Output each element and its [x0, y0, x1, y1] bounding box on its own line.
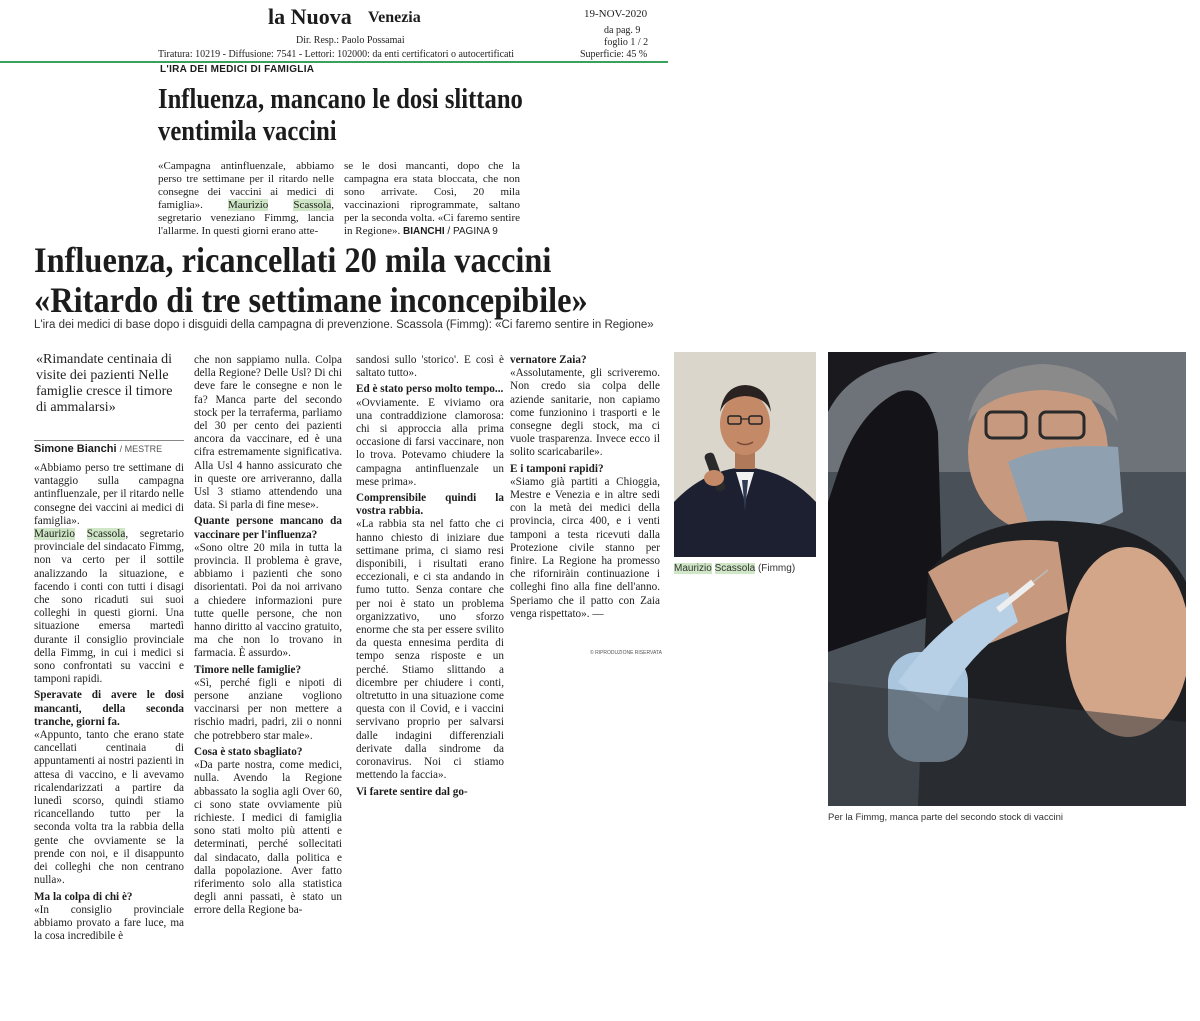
paragraph-text: , segretario provinciale del sindacato Fimmg, non va certo per il sottile analizzando la situazione, e facendo i conti con tutti i disagi che sono ricaduti sui suoi colleghi in questi giorni. Una situazione emersa martedì durante il consiglio provinciale della Fimmg, in cui i medici si sono confrontati su vaccini e tamponi rapidi. — [34, 528, 185, 686]
portrait-illustration — [674, 352, 816, 557]
question: Comprensibile quindi la vostra rabbia. — [356, 492, 504, 518]
question: Quante persone mancano da vaccinare per l'influenza? — [194, 515, 342, 541]
question: Vi farete sentire dal go- — [356, 785, 468, 798]
sheet-ref: foglio 1 / 2 — [604, 37, 649, 48]
teaser-kicker: L'IRA DEI MEDICI DI FAMIGLIA — [160, 64, 315, 75]
byline — [34, 440, 184, 455]
portrait-caption — [674, 563, 795, 574]
masthead-city: Venezia — [368, 9, 421, 26]
author-place: / MESTRE — [119, 444, 163, 454]
article-column-3 — [356, 354, 504, 799]
article-column-1 — [34, 462, 184, 943]
article-column-2 — [194, 354, 342, 918]
question: Ed è stato perso molto tempo... — [356, 383, 504, 396]
teaser-col2-text: se le dosi mancanti, dopo che la campagna era stata bloccata, che non sono arrivate. Così, 20 mila vaccinazioni riprogrammate, saltano per la seconda volta. «Ci faremo sentire in Regione». — [344, 160, 520, 237]
paragraph: «Ovviamente. E viviamo ora una contraddizione clamorosa: chi si approccia alla prima occasione di farsi vaccinare, non lo trova. Potevamo chiudere la campagna antinfluenzale un mese prima». — [356, 396, 504, 488]
caption-name-1: Maurizio — [674, 563, 712, 574]
director: Dir. Resp.: Paolo Possamai — [296, 35, 405, 46]
copyright-note: © RIPRODUZIONE RISERVATA — [590, 650, 662, 656]
author-name: Simone Bianchi — [34, 443, 117, 455]
teaser-col-1 — [158, 160, 334, 238]
headline-line-1: Influenza, ricancellati 20 mila vaccini — [34, 240, 552, 280]
question: vernatore Zaia? — [510, 354, 587, 366]
page-ref: da pag. 9 — [604, 25, 641, 36]
issue-date: 19-NOV-2020 — [584, 8, 648, 20]
headline-line-2: «Ritardo di tre settimane inconcepibile» — [34, 280, 588, 320]
question: Ma la colpa di chi è? — [34, 890, 133, 903]
paragraph: «Assolutamente, gli scriveremo. Non credo sia colpa delle aziende sanitarie, non capiamo come funzionino i trasporti e le consegne degli stock, ma ci vuole trasparenza. Invece ecco il solito scaricabarile». — [510, 367, 660, 459]
teaser-col1-pre: «Campagna antinfluenzale, abbiamo perso tre settimane per il ritardo nelle consegne dei vaccini ai medici di famiglia». — [158, 160, 334, 211]
caption-name-2: Scassola — [714, 563, 756, 574]
masthead: la Nuova — [268, 4, 352, 29]
portrait-photo — [674, 352, 816, 557]
teaser-col1-post: , segretario veneziano Fimmg, lancia l'allarme. In questi giorni erano atte- — [158, 199, 334, 237]
teaser-author: BIANCHI — [402, 226, 445, 237]
paragraph: «Siamo già partiti a Chioggia, Mestre e Venezia e in altre sedi con la metà dei medici della provincia, circa 400, e i venti tamponi a testa ricevuti dalla Protezione civile stanno per finire. La Regione ha promesso che riforniràin continuazione i colleghi fino alla fine dell'anno. Speriamo che il patto con Zaia venga rispettato». — — [510, 475, 660, 620]
article-column-4 — [510, 354, 660, 621]
paragraph: «La rabbia sta nel fatto che ci hanno chiesto di iniziare due settimane prima, ci siamo resi disponibili, i risultati erano eccezionali, e ci sta andando in fumo tutto. Senza contare che per noi è stato un problema organizzativo, uno sforzo enorme che sta per essere svilito da questa ennesima perdita di tempo senza risposte e un perché. Stiamo slittando a dicembre per chiudere i conti, oltretutto in una situazione come questa con il Covid, e i vaccini servivano proprio per salvarsi dalle indagini differenziali derivate dalla sindrome da coronavirus. Noi ci stiamo mettendo la faccia». — [356, 518, 504, 782]
pullquote: «Rimandate centinaia di visite dei pazienti Nelle famiglie cresce il timore di ammalarsi» — [36, 352, 173, 415]
teaser-name-1: Maurizio — [227, 199, 269, 211]
circulation: Tiratura: 10219 - Diffusione: 7541 - Lettori: 102000: da enti certificatori o autocertificati — [158, 49, 515, 60]
vaccination-caption: Per la Fimmg, manca parte del secondo stock di vaccini — [828, 812, 1063, 823]
paragraph: «Da parte nostra, come medici, nulla. Avendo la Regione abbassato la soglia agli Over 60, ci sono state ovviamente più richieste. I medici di famiglia sono stati molto più attenti e determinati, perché sollecitati dal sindacato, dalla politica e dalla popolazione. Aver fatto riferimento solo alla statistica degli anni passati, è stato un errore della Regione ba- — [194, 759, 342, 917]
paragraph: sandosi sullo 'storico'. E così è saltato tutto». — [356, 354, 504, 380]
header-rule — [0, 61, 668, 63]
paragraph: «Sì, perché figli e nipoti di persone anziane vogliono vaccinarsi per non mettere a rischio madri, padri, zii o nonni che potrebbero star male». — [194, 676, 342, 742]
caption-org: (Fimmg) — [757, 563, 796, 574]
teaser-name-2: Scassola — [293, 199, 332, 211]
vaccination-illustration — [828, 352, 1186, 806]
subtitle: L'ira dei medici di base dopo i disguidi della campagna di prevenzione. Scassola (Fimmg): «Ci faremo sentire in Regione» — [34, 319, 654, 331]
teaser-title: Influenza, mancano le dosi slittano ventimila vaccini — [158, 84, 523, 147]
paragraph — [34, 528, 184, 686]
headline — [34, 240, 664, 320]
question: E i tamponi rapidi? — [510, 462, 604, 475]
question: Timore nelle famiglie? — [194, 663, 302, 676]
vaccination-photo — [828, 352, 1186, 806]
question: Speravate di avere le dosi mancanti, della seconda tranche, giorni fa. — [34, 689, 184, 728]
paragraph: «Abbiamo perso tre settimane di vantaggio sulla campagna antinfluenzale, per il ritardo nelle consegne dei vaccini ai medici di famiglia». — [34, 462, 184, 527]
person-name-2: Scassola — [86, 528, 126, 541]
person-name-1: Maurizio — [34, 528, 76, 541]
surface-ref: Superficie: 45 % — [580, 49, 648, 60]
teaser-col-2 — [344, 160, 520, 238]
paragraph: «Appunto, tanto che erano state cancellati centinaia di appuntamenti ai nostri pazienti in attesa di vaccino, e li avevamo ricalendarizzati a partire da lunedì scorso, quindi stiamo ricancellando tutto per la seconda volta tra la rabbia della gente che ovviamente se la prende con noi, e il disappunto dei colleghi che non centrano nulla». — [34, 729, 184, 887]
paragraph: «In consiglio provinciale abbiamo provato a fare luce, ma la cosa incredibile è — [34, 903, 184, 943]
paragraph: che non sappiamo nulla. Colpa della Regione? Delle Usl? Di chi deve fare le consegne e non le fa? Manca parte del secondo stock per la terraferma, parliamo del 30 per cento dei pazienti ancora da vaccinare, ed è una cifra estremamente significativa. Alla Usl 4 hanno assicurato che in queste ore arriveranno, dalla Usl 3 stiamo attendendo una data. Si parla di fine mese». — [194, 354, 342, 512]
paragraph: «Sono oltre 20 mila in tutta la provincia. Il problema è grave, abbiamo i pazienti che sono disorientati. Poi da noi arrivano a chiedere informazioni pure tutte quelle persone, che non hanno diritto al vaccino gratuito, ma che non lo trovano in farmacia. È assurdo». — [194, 541, 342, 660]
teaser-page-ref: / PAGINA 9 — [447, 226, 498, 237]
question: Cosa è stato sbagliato? — [194, 745, 303, 758]
